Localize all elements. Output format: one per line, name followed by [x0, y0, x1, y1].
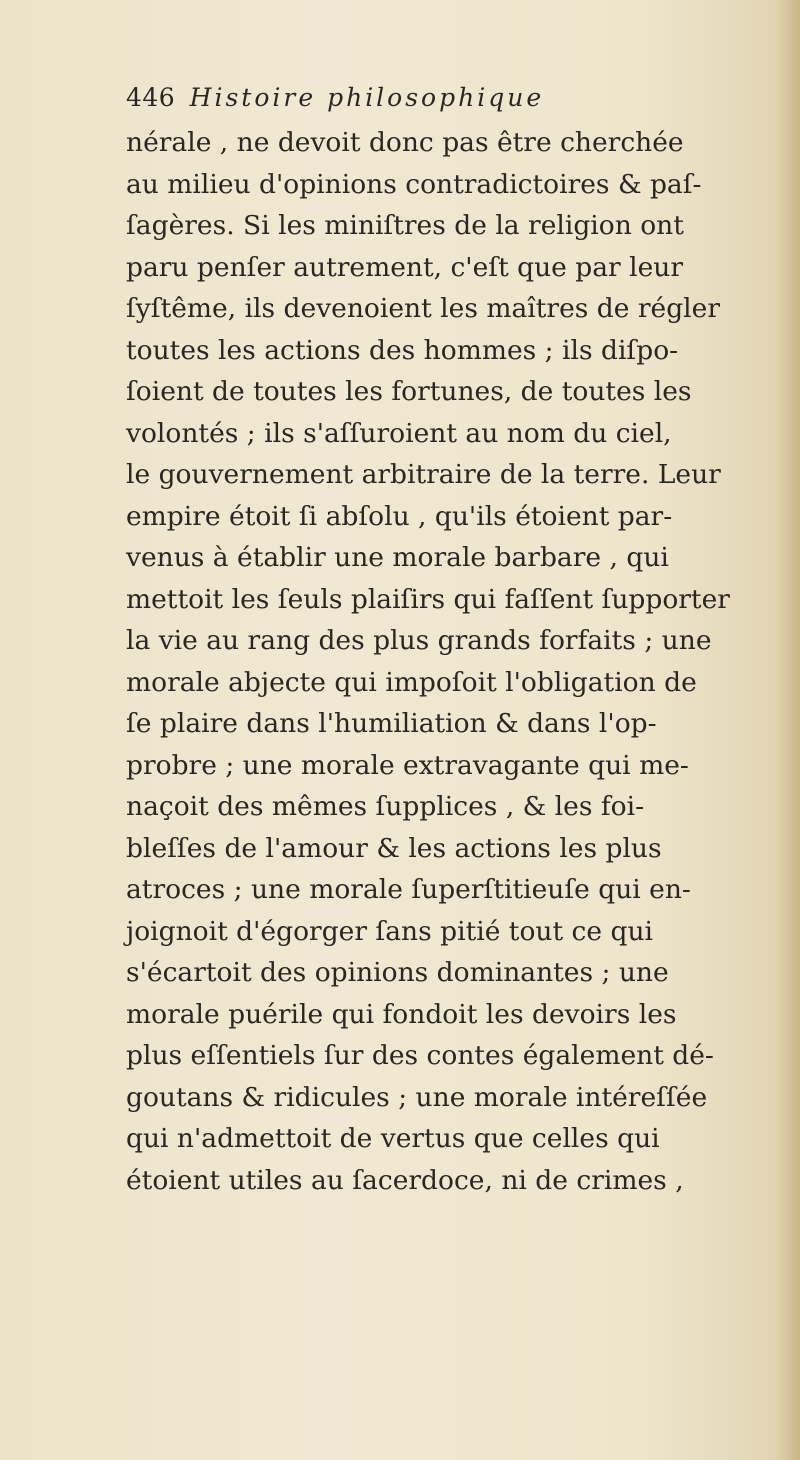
text-line: qui n'admettoit de vertus que celles qui: [126, 1123, 660, 1154]
text-line: ſyſtême, ils devenoient les maîtres de régler: [126, 293, 720, 324]
text-line: mettoit les ſeuls plaiſirs qui faſſent ſupporter: [126, 583, 730, 615]
text-line: volontés ; ils s'aſſuroient au nom du ciel,: [126, 417, 672, 449]
text-line: nérale , ne devoit donc pas être cherchée: [126, 127, 684, 158]
text-line: s'écartoit des opinions dominantes ; une: [126, 957, 669, 988]
text-line: venus à établir une morale barbare , qui: [126, 542, 669, 573]
text-line: ſe plaire dans l'humiliation & dans l'op-: [126, 708, 657, 739]
text-line: ſoient de toutes les fortunes, de toutes les: [126, 376, 692, 407]
text-line: le gouvernement arbitraire de la terre. Leur: [126, 459, 721, 490]
running-header: [126, 76, 746, 120]
text-line: empire étoit ſi abſolu , qu'ils étoient par-: [126, 500, 673, 532]
text-line: joignoit d'égorger ſans pitié tout ce qui: [126, 915, 653, 947]
text-line: probre ; une morale extravagante qui me-: [126, 749, 689, 781]
text-line: plus eſſentiels ſur des contes également dé-: [126, 1040, 714, 1071]
page-edge-shadow: [778, 0, 800, 1460]
text-line: morale abjecte qui impoſoit l'obligation de: [126, 666, 697, 698]
text-line: ſagères. Si les miniſtres de la religion ont: [126, 210, 684, 241]
text-line: naçoit des mêmes ſupplices , & les foi-: [126, 791, 645, 822]
body-text: [126, 122, 766, 1201]
text-line: morale puérile qui fondoit les devoirs les: [126, 998, 677, 1030]
text-line: la vie au rang des plus grands forfaits ; une: [126, 625, 712, 656]
text-line: étoient utiles au ſacerdoce, ni de crimes ,: [126, 1164, 684, 1196]
text-line: toutes les actions des hommes ; ils diſpo-: [126, 334, 679, 366]
text-line: bleſſes de l'amour & les actions les plus: [126, 832, 662, 864]
text-line: au milieu d'opinions contradictoires & paſ-: [126, 168, 702, 200]
running-title: Histoire philosophique: [189, 83, 545, 112]
text-line: goutans & ridicules ; une morale intéreſſée: [126, 1081, 708, 1113]
text-line: atroces ; une morale ſuperſtitieuſe qui en-: [126, 874, 691, 905]
text-line: paru penſer autrement, c'eſt que par leur: [126, 251, 684, 283]
page-number: 446: [126, 83, 176, 112]
